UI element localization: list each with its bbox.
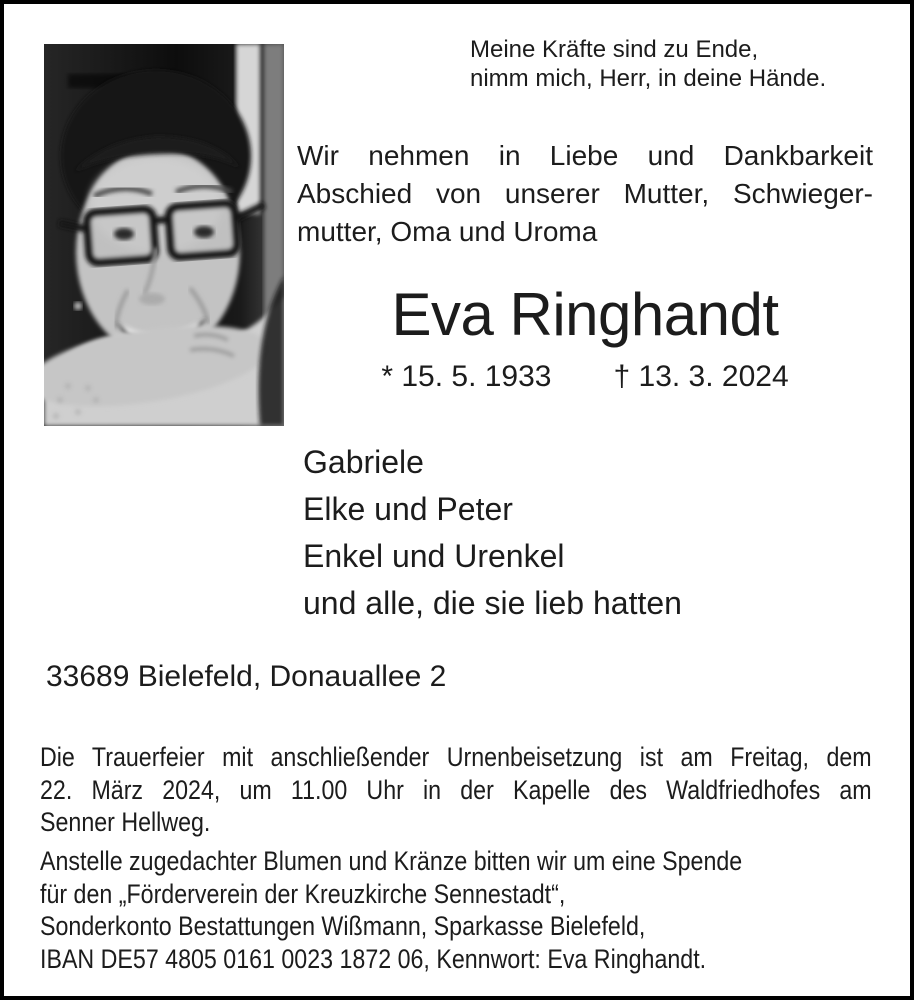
portrait-photo xyxy=(44,44,284,426)
donation-line-4: IBAN DE57 4805 0161 0023 1872 06, Kennwort: Eva Ringhandt. xyxy=(40,943,707,974)
epigraph-line-2: nimm mich, Herr, in deine Hände. xyxy=(470,65,827,92)
life-dates xyxy=(297,359,873,395)
address-line: 33689 Bielefeld, Donauallee 2 xyxy=(46,660,447,693)
mourner-line-1: Gabriele xyxy=(303,444,424,480)
intro-line-2: Abschied von unserer Mutter, Schwieger- xyxy=(297,178,873,209)
deceased-name: Eva Ringhandt xyxy=(391,281,779,348)
epigraph-line-1: Meine Kräfte sind zu Ende, xyxy=(470,36,759,63)
mourner-line-4: und alle, die sie lieb hatten xyxy=(303,585,682,621)
intro-paragraph xyxy=(297,137,873,251)
portrait-photo-graphic xyxy=(44,44,284,426)
epigraph xyxy=(470,35,826,93)
mourners-list xyxy=(303,439,682,627)
donation-paragraph xyxy=(40,845,872,975)
donation-line-1: Anstelle zugedachter Blumen und Kränze bitten wir um eine Spende xyxy=(40,846,743,876)
funeral-paragraph xyxy=(40,741,872,839)
mourner-line-3: Enkel und Urenkel xyxy=(303,538,565,574)
donation-line-3: Sonderkonto Bestattungen Wißmann, Sparkasse Bielefeld, xyxy=(40,911,646,941)
funeral-line-1: Die Trauerfeier mit anschließender Urnenbeisetzung ist am Freitag, dem xyxy=(40,742,872,772)
funeral-line-2: 22. März 2024, um 11.00 Uhr in der Kapelle des Waldfriedhofes am xyxy=(40,774,872,805)
death-date: † 13. 3. 2024 xyxy=(613,360,789,393)
birth-date: * 15. 5. 1933 xyxy=(381,360,552,393)
intro-line-3: mutter, Oma und Uroma xyxy=(297,216,598,247)
intro-line-1: Wir nehmen in Liebe und Dankbarkeit xyxy=(297,140,873,171)
funeral-line-3: Senner Hellweg. xyxy=(40,807,211,837)
donation-line-2: für den „Förderverein der Kreuzkirche Sennestadt“, xyxy=(40,878,566,909)
mourner-line-2: Elke und Peter xyxy=(303,491,513,527)
